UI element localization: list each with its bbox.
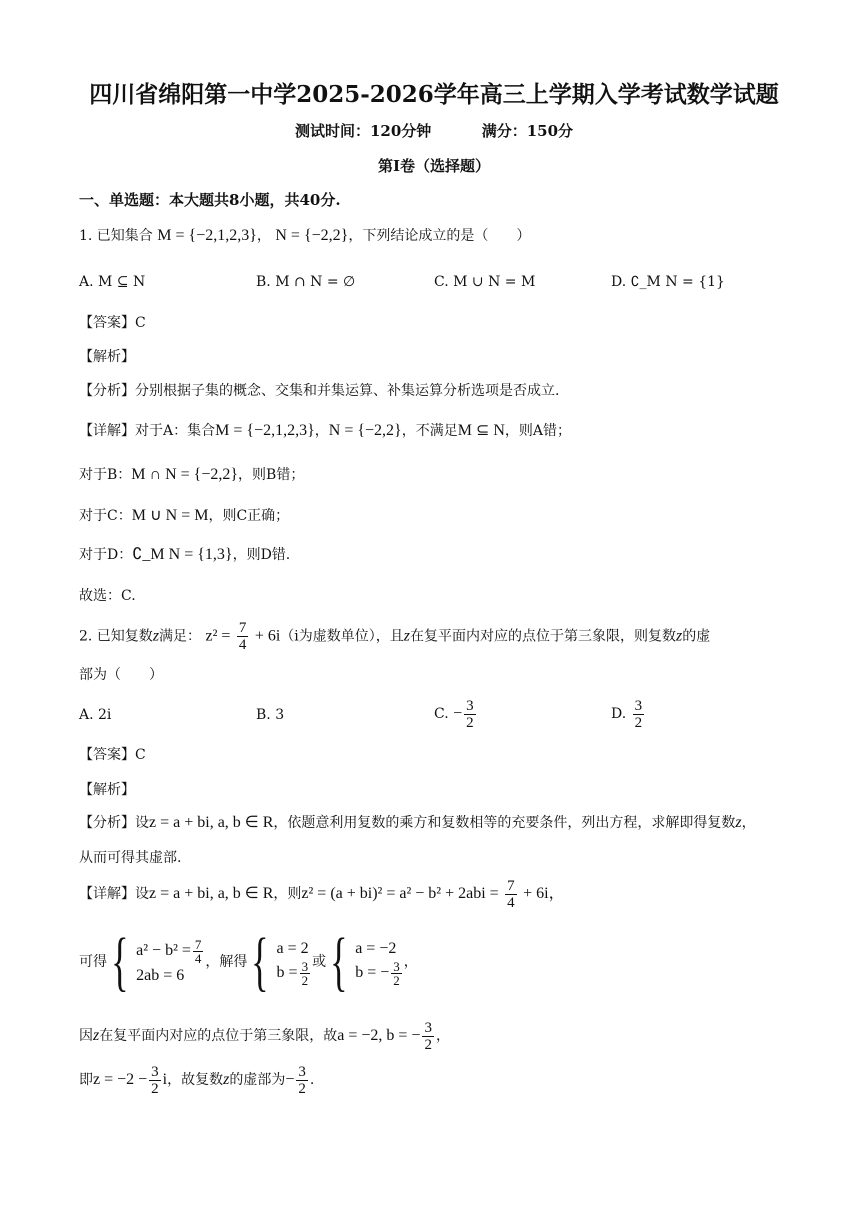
q1-detail-m: M = {−2,1,2,3} xyxy=(215,422,315,439)
q1-option-b: B. M ∩ N = ∅ xyxy=(256,274,356,290)
q2-mid4: 的虚 xyxy=(682,628,711,645)
q1-answer: 【答案】C xyxy=(79,315,146,331)
q2-detail-eq: z² = (a + bi)² = a² − b² + 2abi = xyxy=(301,885,499,902)
q1-prefix: 1. 已知集合 xyxy=(79,228,153,244)
q2-since-z: z xyxy=(93,1027,100,1044)
q2-conclusion-val-frac: $\frac{3}{2}$ xyxy=(298,1063,306,1097)
q2-fenxi-expr: z = a + bi, a, b ∈ R xyxy=(149,814,274,831)
q1-detail-n: N = {−2,2} xyxy=(328,422,402,439)
q1-sep: ， xyxy=(256,228,271,244)
q2-var-z: z xyxy=(152,627,160,645)
q2-conclusion xyxy=(79,1062,314,1098)
q2-mid1: 满足： xyxy=(159,628,202,645)
q2-option-c-label: C. xyxy=(434,706,449,722)
q1-set-n: N = {−2,2} xyxy=(275,227,349,244)
q2-fenxi-tail: ， xyxy=(741,815,756,831)
q1-for-d-expr: ∁_M N = {1,3} xyxy=(132,546,233,563)
q2-fenxi-body: ，依题意利用复数的乘方和复数相等的充要条件，列出方程，求解即得复数 xyxy=(273,815,736,831)
q2-comma: ， xyxy=(403,954,418,970)
q2-conclusion-period: . xyxy=(309,1072,315,1088)
q2-option-d-label: D. xyxy=(611,706,627,722)
q1-choose: 故选：C. xyxy=(79,588,136,604)
q2-fenxi-line2: 从而可得其虚部. xyxy=(79,850,182,866)
q2-systems xyxy=(79,925,418,998)
q2-since-prefix: 因 xyxy=(79,1028,93,1044)
q2-option-c-minus: − xyxy=(453,705,463,722)
q2-huo: 或 xyxy=(312,954,327,970)
q2-option-a: A. 2i xyxy=(79,707,112,723)
q1-for-d xyxy=(79,545,290,565)
q2-option-c xyxy=(434,696,478,732)
q2-sys2-eq1: a = 2 xyxy=(276,939,309,957)
q2-conclusion-body: ，故复数 xyxy=(167,1072,224,1088)
q2-fraction xyxy=(237,620,249,653)
q1-option-c: C. M ∪ N = M xyxy=(434,274,536,290)
q1-fenxi: 【分析】分别根据子集的概念、交集和并集运算、补集运算分析选项是否成立. xyxy=(79,383,560,399)
q1-detail-tail2: ，则A错； xyxy=(504,423,572,439)
q2-since-body: 在复平面内对应的点位于第三象限，故 xyxy=(99,1028,338,1044)
q2-since-comma: ， xyxy=(435,1028,450,1044)
q2-conclusion-expr: z = −2 − xyxy=(93,1071,148,1088)
q1-suffix: ，下列结论成立的是（ ） xyxy=(348,228,531,244)
q2-conclusion-i: i xyxy=(162,1071,168,1088)
q2-since-expr: a = −2, b = − xyxy=(337,1027,421,1044)
q2-prefix: 2. 已知复数 xyxy=(79,628,153,645)
q2-since xyxy=(79,1018,450,1054)
q2-option-d-frac: $\frac{3}{2}$ xyxy=(634,697,643,731)
q2-stem-line2: 部为（ ） xyxy=(79,667,163,683)
q1-detail-prefix: 【详解】对于A：集合 xyxy=(79,423,216,439)
q2-brace-3: { xyxy=(330,925,348,998)
q1-option-d: D. ∁_M N = {1} xyxy=(611,274,725,290)
q2-detail-frac: $\frac{7}{4}$ xyxy=(507,877,515,911)
q1-for-c-label: 对于C： xyxy=(79,508,132,524)
q2-system-1: a² − b² = $\frac{7}{4}$ 2ab = 6 xyxy=(136,938,205,987)
q1-set-m: M = {−2,1,2,3} xyxy=(157,227,257,244)
q1-for-b-tail: ，则B错； xyxy=(238,467,305,483)
q1-for-d-label: 对于D： xyxy=(79,547,133,563)
q2-sys1-eq1: a² − b² = xyxy=(136,941,191,959)
page-title: 四川省绵阳第一中学2025-2026学年高三上学期入学考试数学试题 xyxy=(89,81,779,108)
q1-for-c-tail: ，则C正确； xyxy=(208,508,290,524)
q2-conclusion-frac: $\frac{3}{2}$ xyxy=(151,1063,159,1097)
q2-eq-rhs: + 6i xyxy=(254,627,281,645)
q1-detail: 【详解】对于A：集合M = {−2,1,2,3}，N = {−2,2}，不满足M ⊆ N，则A错； xyxy=(79,422,572,439)
q2-conclusion-body2: 的虚部为 xyxy=(229,1072,286,1088)
q2-sys3-eq2: b = − xyxy=(355,963,390,981)
q2-analysis-label: 【解析】 xyxy=(79,782,135,798)
q1-option-a: A. M ⊆ N xyxy=(79,274,146,290)
question-2-stem xyxy=(79,620,710,653)
q2-sys2-eq2: b = xyxy=(276,963,298,981)
exam-info xyxy=(0,120,868,141)
q2-option-b: B. 3 xyxy=(256,707,285,723)
q2-fenxi-z: z xyxy=(735,814,742,831)
q2-fenxi-prefix: 【分析】设 xyxy=(79,815,149,831)
q2-sys3-eq1: a = −2 xyxy=(355,939,397,957)
q1-analysis-label: 【解析】 xyxy=(79,349,135,365)
q2-conclusion-minus: − xyxy=(285,1071,295,1088)
q2-option-c-frac: $\frac{3}{2}$ xyxy=(466,697,474,731)
q2-detail-expr: z = a + bi, a, b ∈ R xyxy=(149,885,274,902)
q1-for-b xyxy=(79,465,304,485)
q2-sys1-eq2: 2ab = 6 xyxy=(136,966,185,984)
q2-conclusion-prefix: 即 xyxy=(79,1072,93,1088)
section-heading: 一、单选题：本大题共8小题，共40分. xyxy=(79,191,341,209)
q2-detail xyxy=(79,876,565,912)
q1-for-c-expr: M ∪ N = M xyxy=(131,507,209,524)
q1-detail-subset: M ⊆ N xyxy=(457,422,505,439)
q2-mid3: 在复平面内对应的点位于第三象限，则复数 xyxy=(410,628,677,645)
q2-kede: 可得 xyxy=(79,954,107,970)
volume-heading: 第Ⅰ卷（选择题） xyxy=(377,157,491,175)
q2-since-frac: $\frac{3}{2}$ xyxy=(424,1019,432,1053)
question-1-stem xyxy=(79,226,530,246)
q2-detail-then: ，则 xyxy=(273,886,302,902)
q2-detail-tail: + 6i， xyxy=(523,885,565,902)
q2-frac-num: 7 xyxy=(238,620,247,636)
q1-detail-tail1: ，不满足 xyxy=(401,423,458,439)
q2-frac-den: 4 xyxy=(238,637,247,653)
q2-var-z-2: z xyxy=(403,627,411,645)
q1-for-b-label: 对于B： xyxy=(79,467,132,483)
q1-for-c xyxy=(79,506,289,526)
q2-fenxi xyxy=(79,813,756,833)
q2-conclusion-z: z xyxy=(223,1071,230,1088)
q2-var-z-3: z xyxy=(676,627,683,645)
score-info: 满分：150分 xyxy=(481,122,574,140)
q2-jiede: ，解得 xyxy=(205,954,248,970)
q2-option-d xyxy=(611,696,646,732)
q1-for-b-expr: M ∩ N = {−2,2} xyxy=(131,466,239,483)
q1-for-d-tail: ，则D错. xyxy=(232,547,291,563)
q2-mid2: （i为虚数单位），且 xyxy=(280,628,404,645)
q2-system-2: a = 2 b = $\frac{3}{2}$ xyxy=(277,938,313,987)
q2-detail-prefix: 【详解】设 xyxy=(79,886,149,902)
q2-answer: 【答案】C xyxy=(79,747,146,763)
q2-brace-1: { xyxy=(111,925,129,998)
q2-eq-lhs: z² = xyxy=(205,627,231,645)
time-info: 测试时间：120分钟 xyxy=(294,122,432,140)
q2-system-3: a = −2 b = − $\frac{3}{2}$ xyxy=(355,938,404,987)
q2-brace-2: { xyxy=(251,925,269,998)
